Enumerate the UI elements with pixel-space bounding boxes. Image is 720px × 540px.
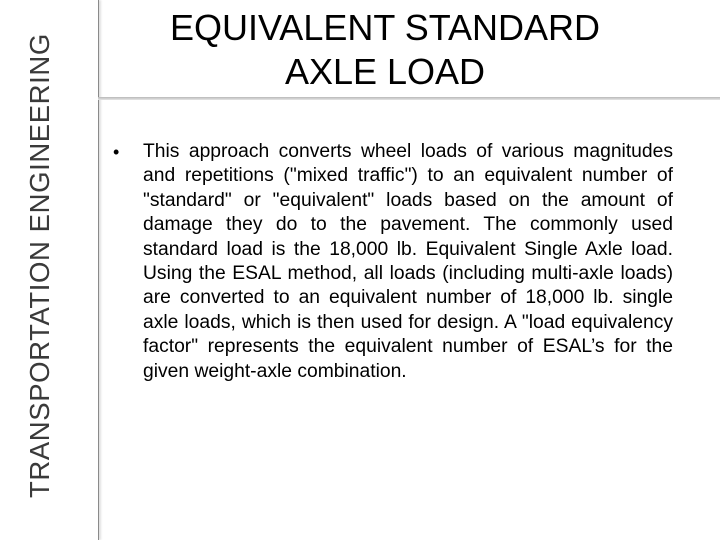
sidebar-title: TRANSPORTATION ENGINEERING (24, 33, 55, 498)
bullet-text: This approach converts wheel loads of various magnitudes and repetitions ("mixed traffic") to an equivalent number of "standard" or "equivalent" loads based on the amount of damage they do to the pavement. The commonly used standard load is the 18,000 lb. Equivalent Single Axle load. Using the ESAL method, all loads (including multi-axle loads) are converted to an equivalent number of 18,000 lb. single axle loads, which is then used for design. A "load equivalency factor" represents the equivalent number of ESAL’s for the given weight-axle combination. (143, 141, 673, 382)
slide-title-line-1: EQUIVALENT STANDARD (169, 7, 601, 48)
sidebar-band (0, 0, 99, 540)
bullet-list-item (113, 140, 673, 384)
slide-title (120, 6, 650, 94)
title-divider (98, 97, 720, 100)
slide-title-line-2: AXLE LOAD (284, 51, 486, 92)
bullet-icon: • (113, 142, 120, 162)
